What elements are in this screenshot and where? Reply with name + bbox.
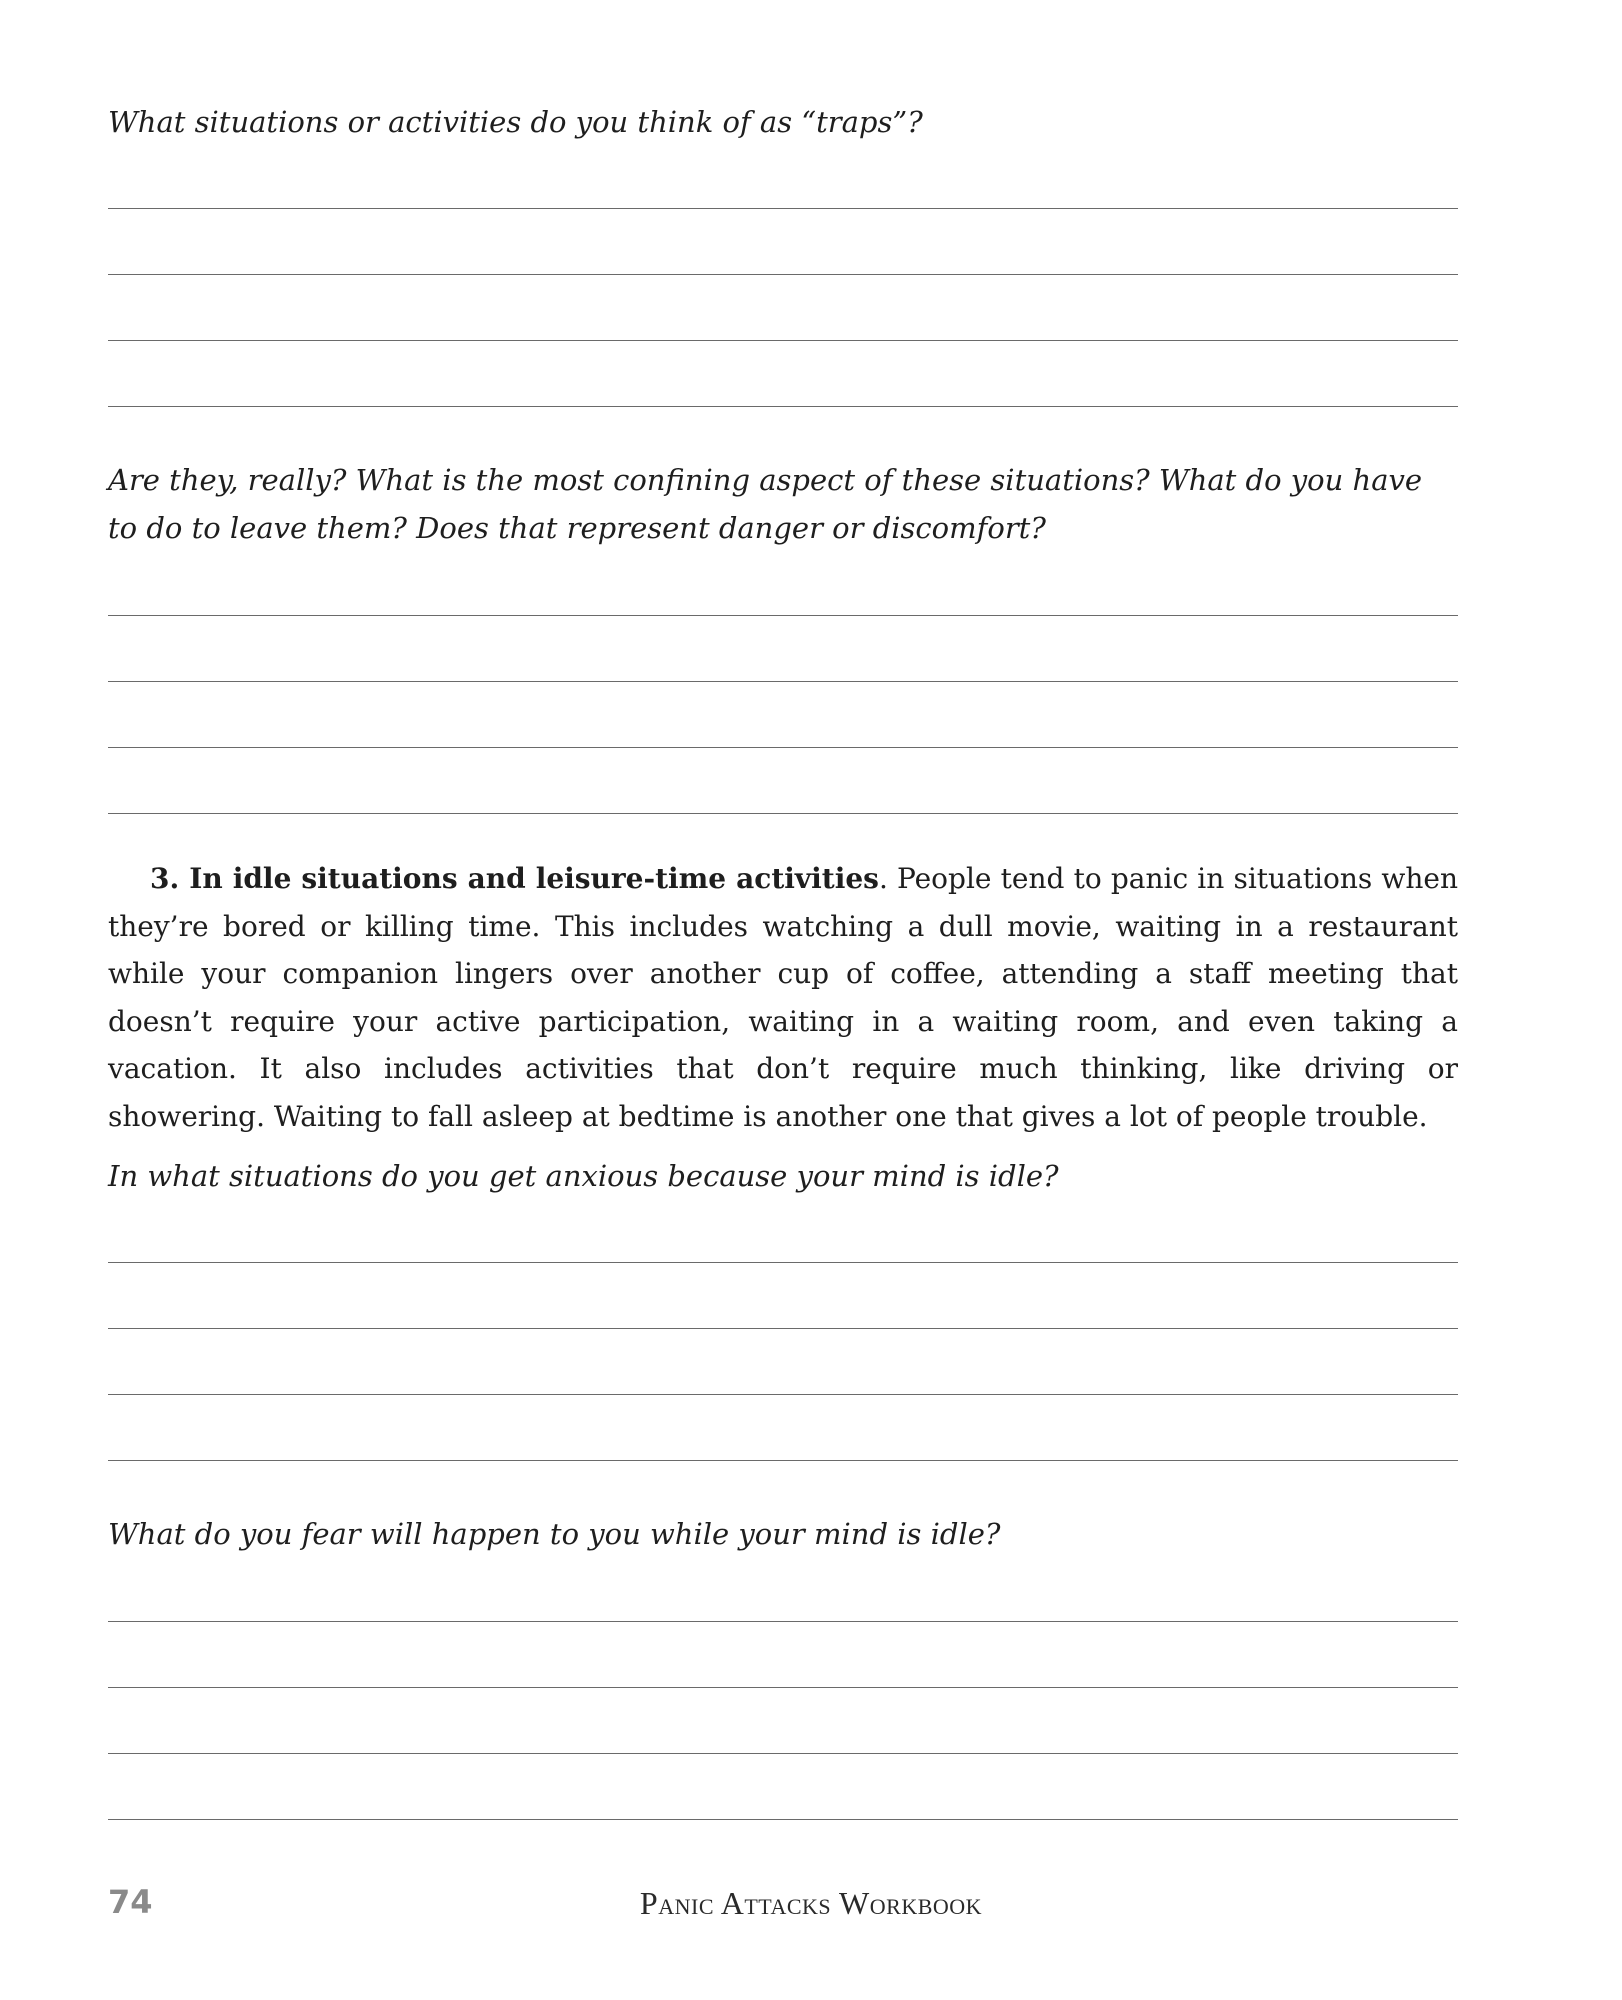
answer-line[interactable] (108, 1753, 1458, 1754)
answer-line[interactable] (108, 813, 1458, 814)
answer-line[interactable] (108, 1819, 1458, 1820)
running-footer-title: Panic Attacks Workbook (639, 1885, 983, 1921)
prompt-fear: What do you fear will happen to you while your mind is idle? (108, 1517, 1001, 1551)
section-3-paragraph (108, 855, 1458, 1140)
page-number: 74 (108, 1883, 153, 1921)
section-3-heading: 3. In idle situations and leisure-time activities (150, 862, 879, 895)
prompt-traps: What situations or activities do you think of as “traps”? (108, 105, 923, 139)
answer-line[interactable] (108, 340, 1458, 341)
answer-line[interactable] (108, 274, 1458, 275)
answer-line[interactable] (108, 615, 1458, 616)
section-3-body: . People tend to panic in situations when they’re bored or killing time. This includes watching a dull movie, waiting in a restaurant while your companion lingers over another cup of coffee, attending a staff meeting that doesn’t require your active participation, waiting in a waiting room, and even taking a vacation. It also includes activities that don’t require much thinking, like driving or showering. Waiting to fall asleep at bedtime is another one that gives a lot of people trouble. (108, 862, 1458, 1133)
prompt-really: Are they, really? What is the most confining aspect of these situations? What do you have to do to leave them? Does that represent danger or discomfort? (108, 463, 1423, 545)
answer-line[interactable] (108, 208, 1458, 209)
answer-line[interactable] (108, 1262, 1458, 1263)
answer-line[interactable] (108, 1621, 1458, 1622)
answer-line[interactable] (108, 406, 1458, 407)
answer-line[interactable] (108, 1460, 1458, 1461)
answer-line[interactable] (108, 1687, 1458, 1688)
answer-line[interactable] (108, 1394, 1458, 1395)
prompt-idle: In what situations do you get anxious because your mind is idle? (108, 1159, 1059, 1193)
answer-line[interactable] (108, 747, 1458, 748)
answer-line[interactable] (108, 681, 1458, 682)
answer-line[interactable] (108, 1328, 1458, 1329)
